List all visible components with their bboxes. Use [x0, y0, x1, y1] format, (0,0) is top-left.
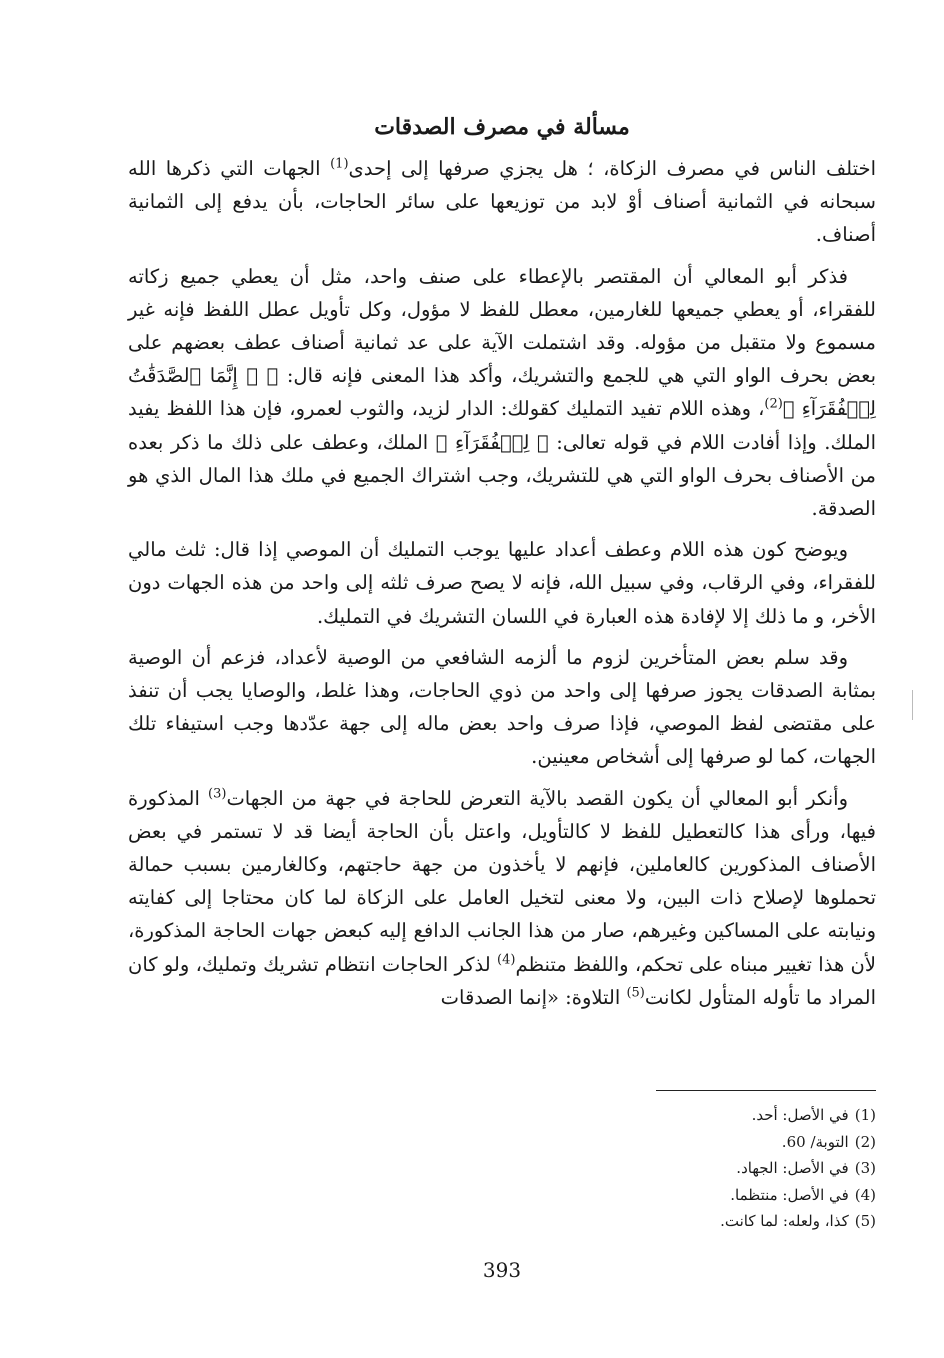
paragraph-text: وأنكر أبو المعالي أن يكون القصد بالآية التعرض للحاجة في جهة من الجهات — [226, 786, 848, 810]
page-title: مسألة في مصرف الصدقات — [374, 114, 630, 140]
footnote-ref-5[interactable]: (5) — [626, 985, 645, 1001]
paragraph-text: ويوضح كون هذه اللام وعطف أعداد عليها يوجب التمليك أن الموصي إذا قال: ثلث مالي للفقراء، وفي الرقاب، وفي سبيل الله، فإنه لا يصح صرف ثلثه إلى واحد من هذه الجهات دون الأخر، و ما ذلك إلا لإفادة هذه العبارة في اللسان التشريك في التمليك. — [128, 538, 876, 628]
paragraph-text: فذكر أبو المعالي أن المقتصر بالإعطاء على صنف واحد، مثل أن يعطي جميع زكاته للفقراء، أو يعطي جميعها للغارمين، معطل للفظ لا مؤول، وكل تأويل عطل اللفظ فإنه غير مسموع ولا متقبل من مؤوله. وقد اشتملت الآية على عد ثمانية أصناف عطف بعضهم على بعض بحرف الواو التي هي للجمع والتشريك، وأكد هذا المعنى فإنه قال: ﴿ ۞ إِنَّمَا ٱلصَّدَقَٰتُ لِلۡفُقَرَآءِ ﴾ — [128, 264, 876, 421]
scan-artifact-line — [912, 690, 913, 720]
footnote-ref-2[interactable]: (2) — [764, 396, 783, 412]
footnote-number: (5) — [854, 1212, 876, 1230]
paragraph-1 — [128, 152, 876, 252]
page-number: 393 — [482, 1258, 522, 1282]
footnote-item — [476, 1155, 876, 1182]
paragraph-text: المذكورة فيها، ورأى هذا كالتعطيل للفظ لا كالتأويل، واعتل بأن الحاجة أيضا قد لا تستمر في بعض الأصناف المذكورين كالعاملين، فإنهم لا يأخذون من جهة حاجتهم، وكالغارمين بسبب حمالة تحملوها لإصلاح ذات البين، ولا معنى لتخيل العامل على الزكاة لما كان محتاجا إلى كفايته ونيابته على المساكين وغيرهم، صار من هذا الجانب الدافع إليه كبعض جهات الحاجة المذكورة، لأن هذا تغيير مبناه على تحكم، واللفظ متنظم — [128, 786, 876, 976]
paragraph-text: الجهات التي ذكرها الله سبحانه في الثمانية أصناف أوْ لابد من توزيعها على سائر الحاجات، بأن يدفع إلى الثمانية أصناف. — [128, 157, 876, 247]
paragraph-text: اختلف الناس في مصرف الزكاة، ؛ هل يجزي صرفها إلى إحدى — [348, 157, 876, 180]
footnote-text: في الأصل: الجهاد. — [736, 1159, 849, 1177]
footnote-text: كذا، ولعله: لما كانت. — [720, 1212, 849, 1230]
footnote-number: (3) — [854, 1159, 876, 1177]
footnote-number: (4) — [854, 1185, 876, 1204]
footnote-item — [476, 1102, 876, 1129]
paragraph-text: وقد سلم بعض المتأخرين لزوم ما ألزمه الشافعي من الوصية لأعداد، فزعم أن الوصية بمثابة الصدقات يجوز صرفها إلى واحد من ذوي الحاجات، وهذا غلط، والوصايا يجب أن تنفذ على مقتضى لفظ الموصي، فإذا صرف واحد بعض ماله إلى جهة عدّدها وجب استيفاء تلك الجهات، كما لو صرفها إلى أشخاص معينين. — [128, 645, 876, 769]
footnote-ref-3[interactable]: (3) — [208, 786, 227, 802]
footnote-number: (2) — [854, 1132, 876, 1151]
footnote-text: التوبة/ 60. — [781, 1132, 849, 1151]
footnotes — [476, 1102, 876, 1235]
paragraph-3 — [128, 533, 876, 633]
footnote-item — [476, 1182, 876, 1209]
paragraph-5 — [128, 782, 876, 1014]
book-page — [128, 100, 876, 1320]
paragraph-2 — [128, 260, 876, 526]
paragraph-text: التلاوة: «إنما الصدقات — [440, 985, 627, 1009]
footnote-item — [476, 1129, 876, 1156]
paragraph-text: ، وهذه اللام تفيد التمليك كقولك: الدار لزيد، والثوب لعمرو، فإن هذا اللفظ يفيد الملك. وإذا أفادت اللام في قوله تعالى: ﴿ لِلۡفُقَرَآءِ ﴾ الملك، وعطف على ذلك ما ذكر بعده من الأصناف بحرف الواو التي هي للتشريك، وجب اشتراك الجميع في ملك هذا المال الذي هو الصدقة. — [128, 397, 876, 521]
footnote-divider — [656, 1090, 876, 1091]
footnote-text: في الأصل: منتظما. — [730, 1185, 849, 1204]
footnote-text: في الأصل: أحد. — [751, 1106, 849, 1124]
paragraph-text: لذكر الحاجات انتظام تشريك وتمليك، ولو كان المراد ما تأوله المتأول لكانت — [128, 952, 876, 1009]
footnote-item — [476, 1208, 876, 1235]
footnote-ref-4[interactable]: (4) — [497, 952, 516, 968]
footnote-ref-1[interactable]: (1) — [330, 156, 349, 172]
footnote-number: (1) — [854, 1106, 876, 1124]
paragraph-4 — [128, 641, 876, 774]
main-text — [128, 152, 876, 1022]
